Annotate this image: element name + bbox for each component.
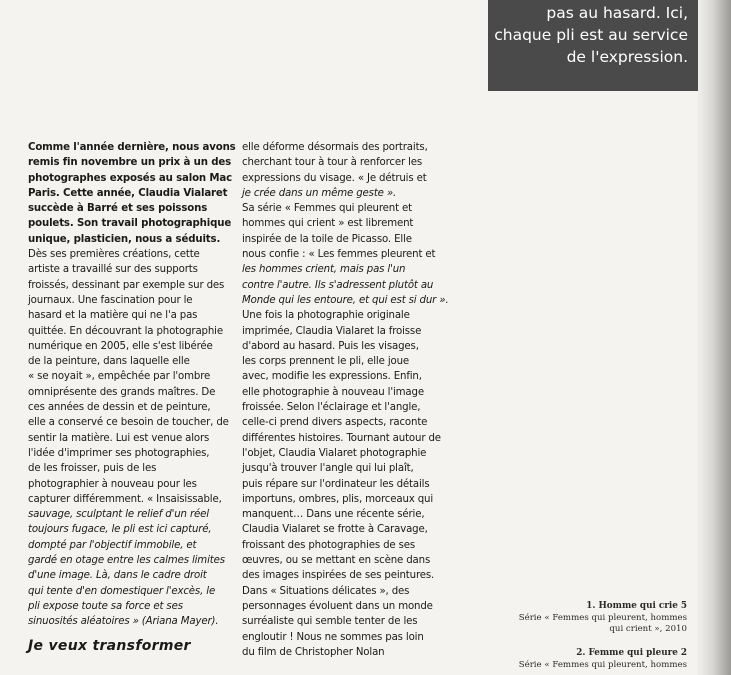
caption-title: 2. Femme qui pleure 2 xyxy=(576,648,687,658)
text-line: pli expose toute sa force et ses xyxy=(28,600,183,612)
text-line: omniprésente des grands maîtres. De xyxy=(28,386,216,398)
text-line: Claudia Vialaret se frotte à Caravage, xyxy=(242,524,428,536)
text-line: Comme l'année dernière, nous avons xyxy=(28,142,236,153)
text-line: jusqu'à trouver l'angle qui lui plaît, xyxy=(242,463,414,475)
lead-paragraph xyxy=(28,140,236,247)
article-column-1 xyxy=(28,140,236,654)
text-line: d'une image. Là, dans le cadre droit xyxy=(28,570,207,582)
caption-line: Série « Femmes qui pleurent, hommes xyxy=(518,612,687,623)
section-subheading: Je veux transformer xyxy=(28,637,191,654)
text-line: elle a conservé ce besoin de toucher, de xyxy=(28,417,229,429)
text-line: surréaliste qui semble tenter de les xyxy=(242,616,418,628)
text-line: elle déforme désormais des portraits, xyxy=(242,142,428,153)
article-column-2 xyxy=(242,140,447,660)
pull-quote-line: chaque pli est au service xyxy=(494,26,688,44)
pull-quote xyxy=(488,0,698,91)
text-line: contre l'autre. Ils s'adressent plutôt au xyxy=(242,279,434,291)
text-line: capturer différemment. « Insaisissable, xyxy=(28,493,222,505)
text-line: engloutir ! Nous ne sommes pas loin xyxy=(242,631,424,643)
text-line: hasard et la matière qui ne l'a pas xyxy=(28,310,198,322)
text-line: les hommes crient, mais pas l'un xyxy=(242,264,406,276)
text-line: œuvres, ou se mettant en scène dans xyxy=(242,555,431,567)
caption-title: 1. Homme qui crie 5 xyxy=(586,601,687,611)
text-line: artiste a travaillé sur des supports xyxy=(28,264,198,276)
text-line: toujours fugace, le pli est ici capturé, xyxy=(28,524,212,536)
text-line: « se noyait », empêchée par l'ombre xyxy=(28,371,211,383)
text-line: froissée. Selon l'éclairage et l'angle, xyxy=(242,402,421,414)
text-line: froissés, dessinant par exemple sur des xyxy=(28,279,225,291)
text-line: Monde qui les entoure, et qui est si dur ». xyxy=(242,294,449,306)
text-line: quittée. En découvrant la photographie xyxy=(28,325,223,337)
text-line: l'idée d'imprimer ses photographies, xyxy=(28,447,210,459)
caption-line: qui crient », 2010 xyxy=(609,624,687,634)
text-line: froissant des photographies de ses xyxy=(242,539,416,551)
pull-quote-line: de l'expression. xyxy=(566,48,688,66)
text-line: remis fin novembre un prix à un des xyxy=(28,157,232,169)
text-line: du film de Christopher Nolan xyxy=(242,646,385,658)
page-gutter-shadow xyxy=(697,0,731,675)
text-line: des images inspirées de ses peintures. xyxy=(242,570,435,582)
text-line: je crée dans un même geste ». xyxy=(242,187,397,199)
text-line: manquent… Dans une récente série, xyxy=(242,509,425,521)
text-line: d'abord au hasard. Puis les visages, xyxy=(242,340,419,352)
text-line: l'objet, Claudia Vialaret photographie xyxy=(242,447,427,459)
text-line: qui tente d'en domestiquer l'excès, le xyxy=(28,585,216,597)
text-line: nous confie : « Les femmes pleurent et xyxy=(242,249,436,261)
quoted-passage xyxy=(28,507,228,629)
text-line: sentir la matière. Lui est venue alors xyxy=(28,432,210,444)
text-line: de les froisser, puis de les xyxy=(28,463,157,475)
text-line: elle photographie à nouveau l'image xyxy=(242,386,424,398)
text-line: sauvage, sculptant le relief d'un réel xyxy=(28,509,209,521)
text-line: poulets. Son travail photographique xyxy=(28,218,232,230)
text-line: importuns, ombres, plis, morceaux qui xyxy=(242,493,434,505)
text-line: Paris. Cette année, Claudia Vialaret xyxy=(28,187,228,199)
body-paragraph xyxy=(28,247,228,507)
text-line: photographes exposés au salon Mac xyxy=(28,172,233,184)
text-line: succède à Barré et ses poissons xyxy=(28,203,208,215)
text-line: sinuosités aléatoires » (Ariana Mayer). xyxy=(28,616,219,628)
text-line: ces années de dessin et de peinture, xyxy=(28,402,211,414)
text-line: photographier à nouveau pour les xyxy=(28,478,197,490)
text-line: avec, modifie les expressions. Enfin, xyxy=(242,371,422,383)
text-line: dompté par l'objectif immobile, et xyxy=(28,539,197,551)
text-line: gardé en otage entre les calmes limites xyxy=(28,555,225,567)
text-line: unique, plasticien, nous a séduits. xyxy=(28,233,221,245)
text-line: inspirée de la toile de Picasso. Elle xyxy=(242,233,412,245)
text-line: les corps prennent le pli, elle joue xyxy=(242,356,410,368)
text-line: journaux. Une fascination pour le xyxy=(28,294,193,306)
pull-quote-line: pas au hasard. Ici, xyxy=(546,4,688,22)
text-line: celle-ci prend divers aspects, raconte xyxy=(242,417,428,429)
figure-caption-1 xyxy=(519,601,687,636)
text-line: Sa série « Femmes qui pleurent et xyxy=(242,203,412,215)
text-line: imprimée, Claudia Vialaret la froisse xyxy=(242,325,422,337)
text-line: puis répare sur l'ordinateur les détails xyxy=(242,478,430,490)
text-line: de la peinture, dans laquelle elle xyxy=(28,356,190,368)
text-line: numérique en 2005, elle s'est libérée xyxy=(28,340,213,352)
caption-line: Série « Femmes qui pleurent, hommes xyxy=(518,659,687,670)
text-line: hommes qui crient » est librement xyxy=(242,218,414,230)
text-line: différentes histoires. Tournant autour de xyxy=(242,432,441,444)
text-line: Une fois la photographie originale xyxy=(242,310,410,322)
text-line: cherchant tour à tour à renforcer les xyxy=(242,157,423,169)
text-line: personnages évoluent dans un monde xyxy=(242,600,433,612)
text-line: expressions du visage. « Je détruis et xyxy=(242,172,427,184)
figure-caption-2 xyxy=(519,648,687,671)
text-line: Dans « Situations délicates », des xyxy=(242,585,410,597)
text-line: Dès ses premières créations, cette xyxy=(28,249,200,261)
